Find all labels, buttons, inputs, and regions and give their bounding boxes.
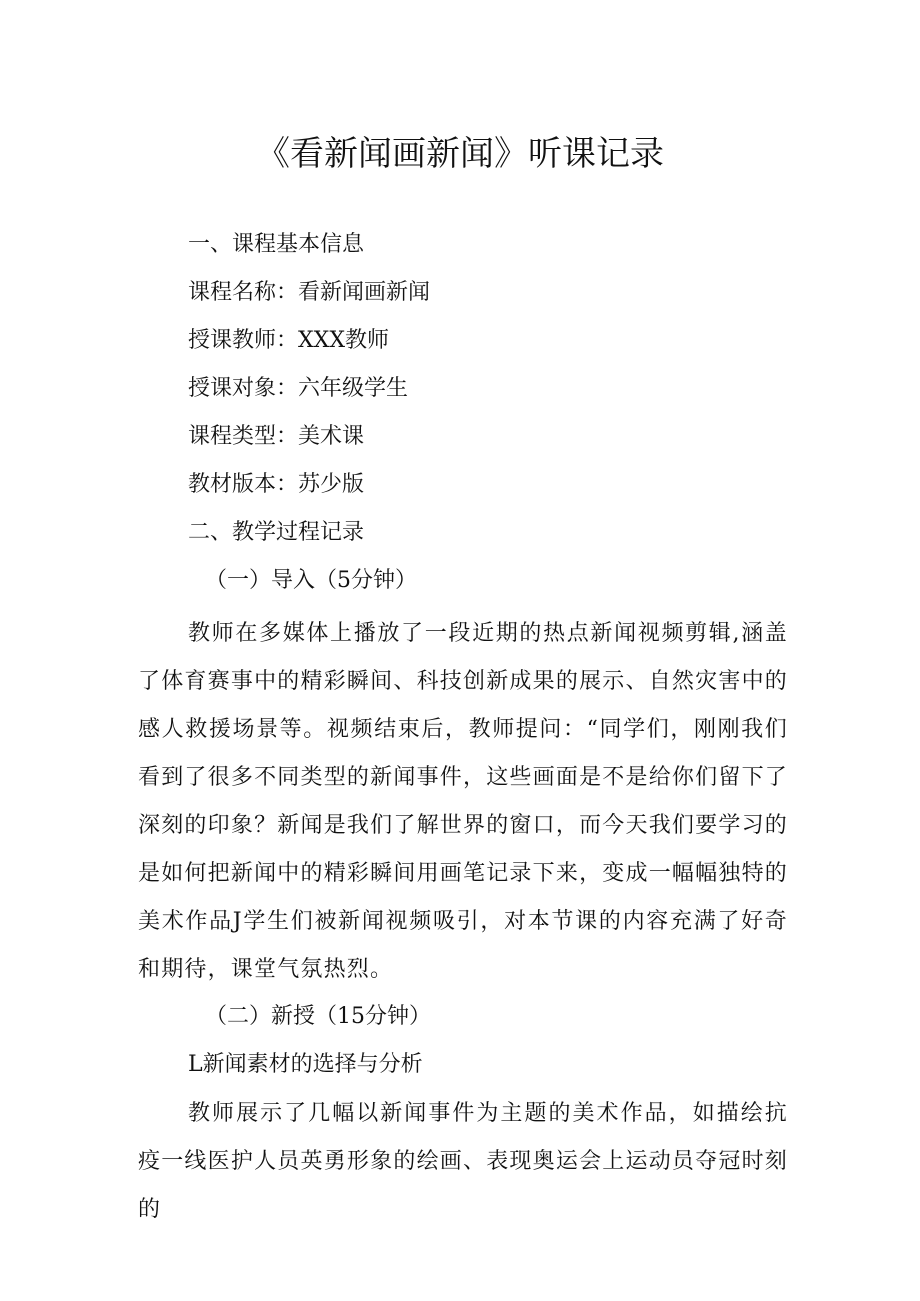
course-type-line: 课程类型：美术课: [188, 424, 365, 449]
course-name-line: 课程名称：看新闻画新闻: [188, 280, 431, 305]
textbook-line: 教材版本：苏少版: [188, 472, 365, 497]
document-title: 《看新闻画新闻》听课记录: [256, 134, 664, 174]
teacher-line: 授课教师：XXX教师: [188, 328, 389, 353]
subheading-news-material: L新闻素材的选择与分析: [188, 1052, 423, 1077]
paragraph-intro: 教师在多媒体上播放了一段近期的热点新闻视频剪辑,涵盖了体育赛事中的精彩瞬间、科技创新成果的展示、自然灾害中的感人救援场景等。视频结束后，教师提问：“同学们，刚刚我们看到了很多不同类型的新闻事件，这些画面是不是给你们留下了深刻的印象？新闻是我们了解世界的窗口，而今天我们要学习的是如何把新闻中的精彩瞬间用画笔记录下来，变成一幅幅独特的美术作品J学生们被新闻视频吸引，对本节课的内容充满了好奇和期待，课堂气氛热烈。: [138, 621, 788, 982]
part-heading-new-lesson: （二）新授（15分钟）: [205, 1004, 431, 1029]
part-heading-intro: （一）导入（5分钟）: [205, 568, 417, 593]
paragraph-new-lesson: 教师展示了几幅以新闻事件为主题的美术作品，如描绘抗疫一线医护人员英勇形象的绘画、表现奥运会上运动员夺冠时刻的: [138, 1101, 788, 1222]
audience-line: 授课对象：六年级学生: [188, 376, 409, 401]
section-heading-basic-info: 一、课程基本信息: [188, 232, 365, 257]
section-heading-process: 二、教学过程记录: [188, 520, 365, 545]
